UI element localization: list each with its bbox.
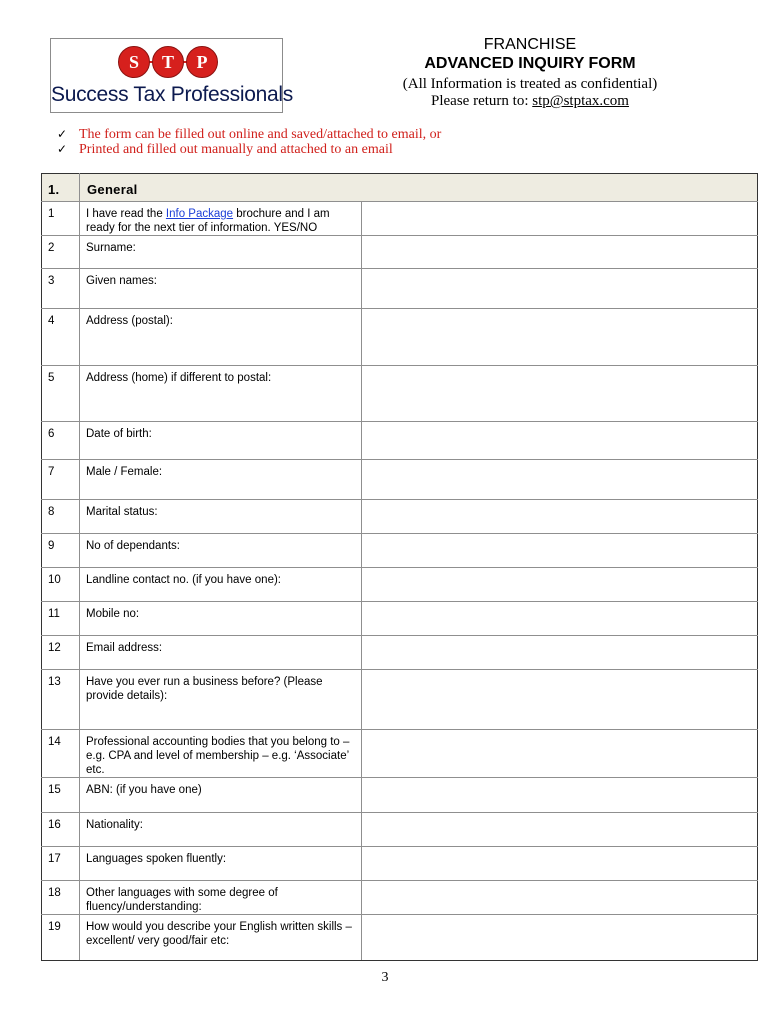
surname-field[interactable] [362, 236, 758, 269]
header-franchise: FRANCHISE [483, 36, 577, 53]
note-online [57, 127, 441, 143]
row-number: 4 [42, 309, 80, 366]
info-package-link[interactable]: Info Package [165, 208, 234, 220]
row-number: 16 [42, 813, 80, 847]
label-text: brochure and I am ready for the next tier of information. YES/NO [86, 208, 330, 234]
row-number: 17 [42, 847, 80, 881]
row-number: 1 [42, 202, 80, 236]
nationality-field[interactable] [362, 813, 758, 847]
return-email-link[interactable]: stp@stptax.com [532, 93, 629, 109]
row-number: 18 [42, 881, 80, 915]
note-manual [57, 142, 393, 158]
row-number: 7 [42, 460, 80, 500]
row-number: 12 [42, 636, 80, 670]
other-languages-field[interactable] [362, 881, 758, 915]
inquiry-form-table [41, 173, 758, 961]
row-number: 8 [42, 500, 80, 534]
checkmark-icon: ✓ [57, 127, 68, 141]
table-row [42, 813, 758, 847]
section-number: 1. [42, 174, 80, 202]
table-row [42, 309, 758, 366]
row-number: 11 [42, 602, 80, 636]
section-title: General [80, 174, 758, 202]
section-header [42, 174, 758, 202]
logo-badge-s: S [118, 46, 150, 78]
row-label [80, 202, 362, 236]
dependants-field[interactable] [362, 534, 758, 568]
postal-address-field[interactable] [362, 309, 758, 366]
company-logo [50, 38, 293, 113]
row-label: How would you describe your English written skills – excellent/ very good/fair etc: [80, 915, 362, 961]
row-number: 15 [42, 778, 80, 813]
abn-field[interactable] [362, 778, 758, 813]
table-row [42, 366, 758, 422]
row-label: Other languages with some degree of fluency/understanding: [80, 881, 362, 915]
accounting-bodies-field[interactable] [362, 730, 758, 778]
table-row [42, 534, 758, 568]
table-row [42, 778, 758, 813]
row-number: 5 [42, 366, 80, 422]
logo-badge-t: T [152, 46, 184, 78]
english-skills-field[interactable] [362, 915, 758, 961]
row-label: Mobile no: [80, 602, 362, 636]
table-row [42, 670, 758, 730]
row-label: Email address: [80, 636, 362, 670]
table-row [42, 847, 758, 881]
checkmark-icon: ✓ [57, 142, 68, 156]
row-label: No of dependants: [80, 534, 362, 568]
row-number: 19 [42, 915, 80, 961]
note-text: The form can be filled out online and saved/attached to email, or [79, 127, 442, 142]
row-number: 3 [42, 269, 80, 309]
table-row [42, 500, 758, 534]
row-label: Marital status: [80, 500, 362, 534]
label-text: I have read the [86, 208, 166, 220]
row-label: Male / Female: [80, 460, 362, 500]
table-row [42, 422, 758, 460]
row-number: 6 [42, 422, 80, 460]
row-label: Languages spoken fluently: [80, 847, 362, 881]
table-row [42, 236, 758, 269]
stp-badges [118, 46, 218, 80]
row-number: 14 [42, 730, 80, 778]
logo-badge-p: P [186, 46, 218, 78]
email-field[interactable] [362, 636, 758, 670]
note-text: Printed and filled out manually and attached to an email [79, 142, 393, 157]
mobile-field[interactable] [362, 602, 758, 636]
row-label: Surname: [80, 236, 362, 269]
table-row [42, 730, 758, 778]
table-row [42, 602, 758, 636]
row-label: Given names: [80, 269, 362, 309]
home-address-field[interactable] [362, 366, 758, 422]
return-prefix: Please return to: [431, 93, 533, 109]
table-row [42, 202, 758, 236]
row-label: Have you ever run a business before? (Please provide details): [80, 670, 362, 730]
table-row [42, 915, 758, 961]
row-label: Professional accounting bodies that you belong to – e.g. CPA and level of membership – e.g. ‘Associate’ etc. [80, 730, 362, 778]
form-title: ADVANCED INQUIRY FORM [424, 55, 636, 72]
marital-status-field[interactable] [362, 500, 758, 534]
landline-field[interactable] [362, 568, 758, 602]
row-label: Date of birth: [80, 422, 362, 460]
confidential-note: (All Information is treated as confidential) [402, 76, 658, 92]
given-names-field[interactable] [362, 269, 758, 309]
table-row [42, 636, 758, 670]
table-row [42, 269, 758, 309]
answer-field[interactable] [362, 202, 758, 236]
row-number: 9 [42, 534, 80, 568]
row-label: Address (home) if different to postal: [80, 366, 362, 422]
row-label: ABN: (if you have one) [80, 778, 362, 813]
date-of-birth-field[interactable] [362, 422, 758, 460]
row-label: Landline contact no. (if you have one): [80, 568, 362, 602]
logo-company-name: Success Tax Professionals [51, 83, 293, 106]
row-label: Address (postal): [80, 309, 362, 366]
table-row [42, 568, 758, 602]
row-number: 13 [42, 670, 80, 730]
row-number: 2 [42, 236, 80, 269]
table-row [42, 881, 758, 915]
row-label: Nationality: [80, 813, 362, 847]
languages-field[interactable] [362, 847, 758, 881]
gender-field[interactable] [362, 460, 758, 500]
row-number: 10 [42, 568, 80, 602]
page-number: 3 [381, 970, 389, 985]
table-row [42, 460, 758, 500]
business-history-field[interactable] [362, 670, 758, 730]
return-line [380, 93, 680, 110]
